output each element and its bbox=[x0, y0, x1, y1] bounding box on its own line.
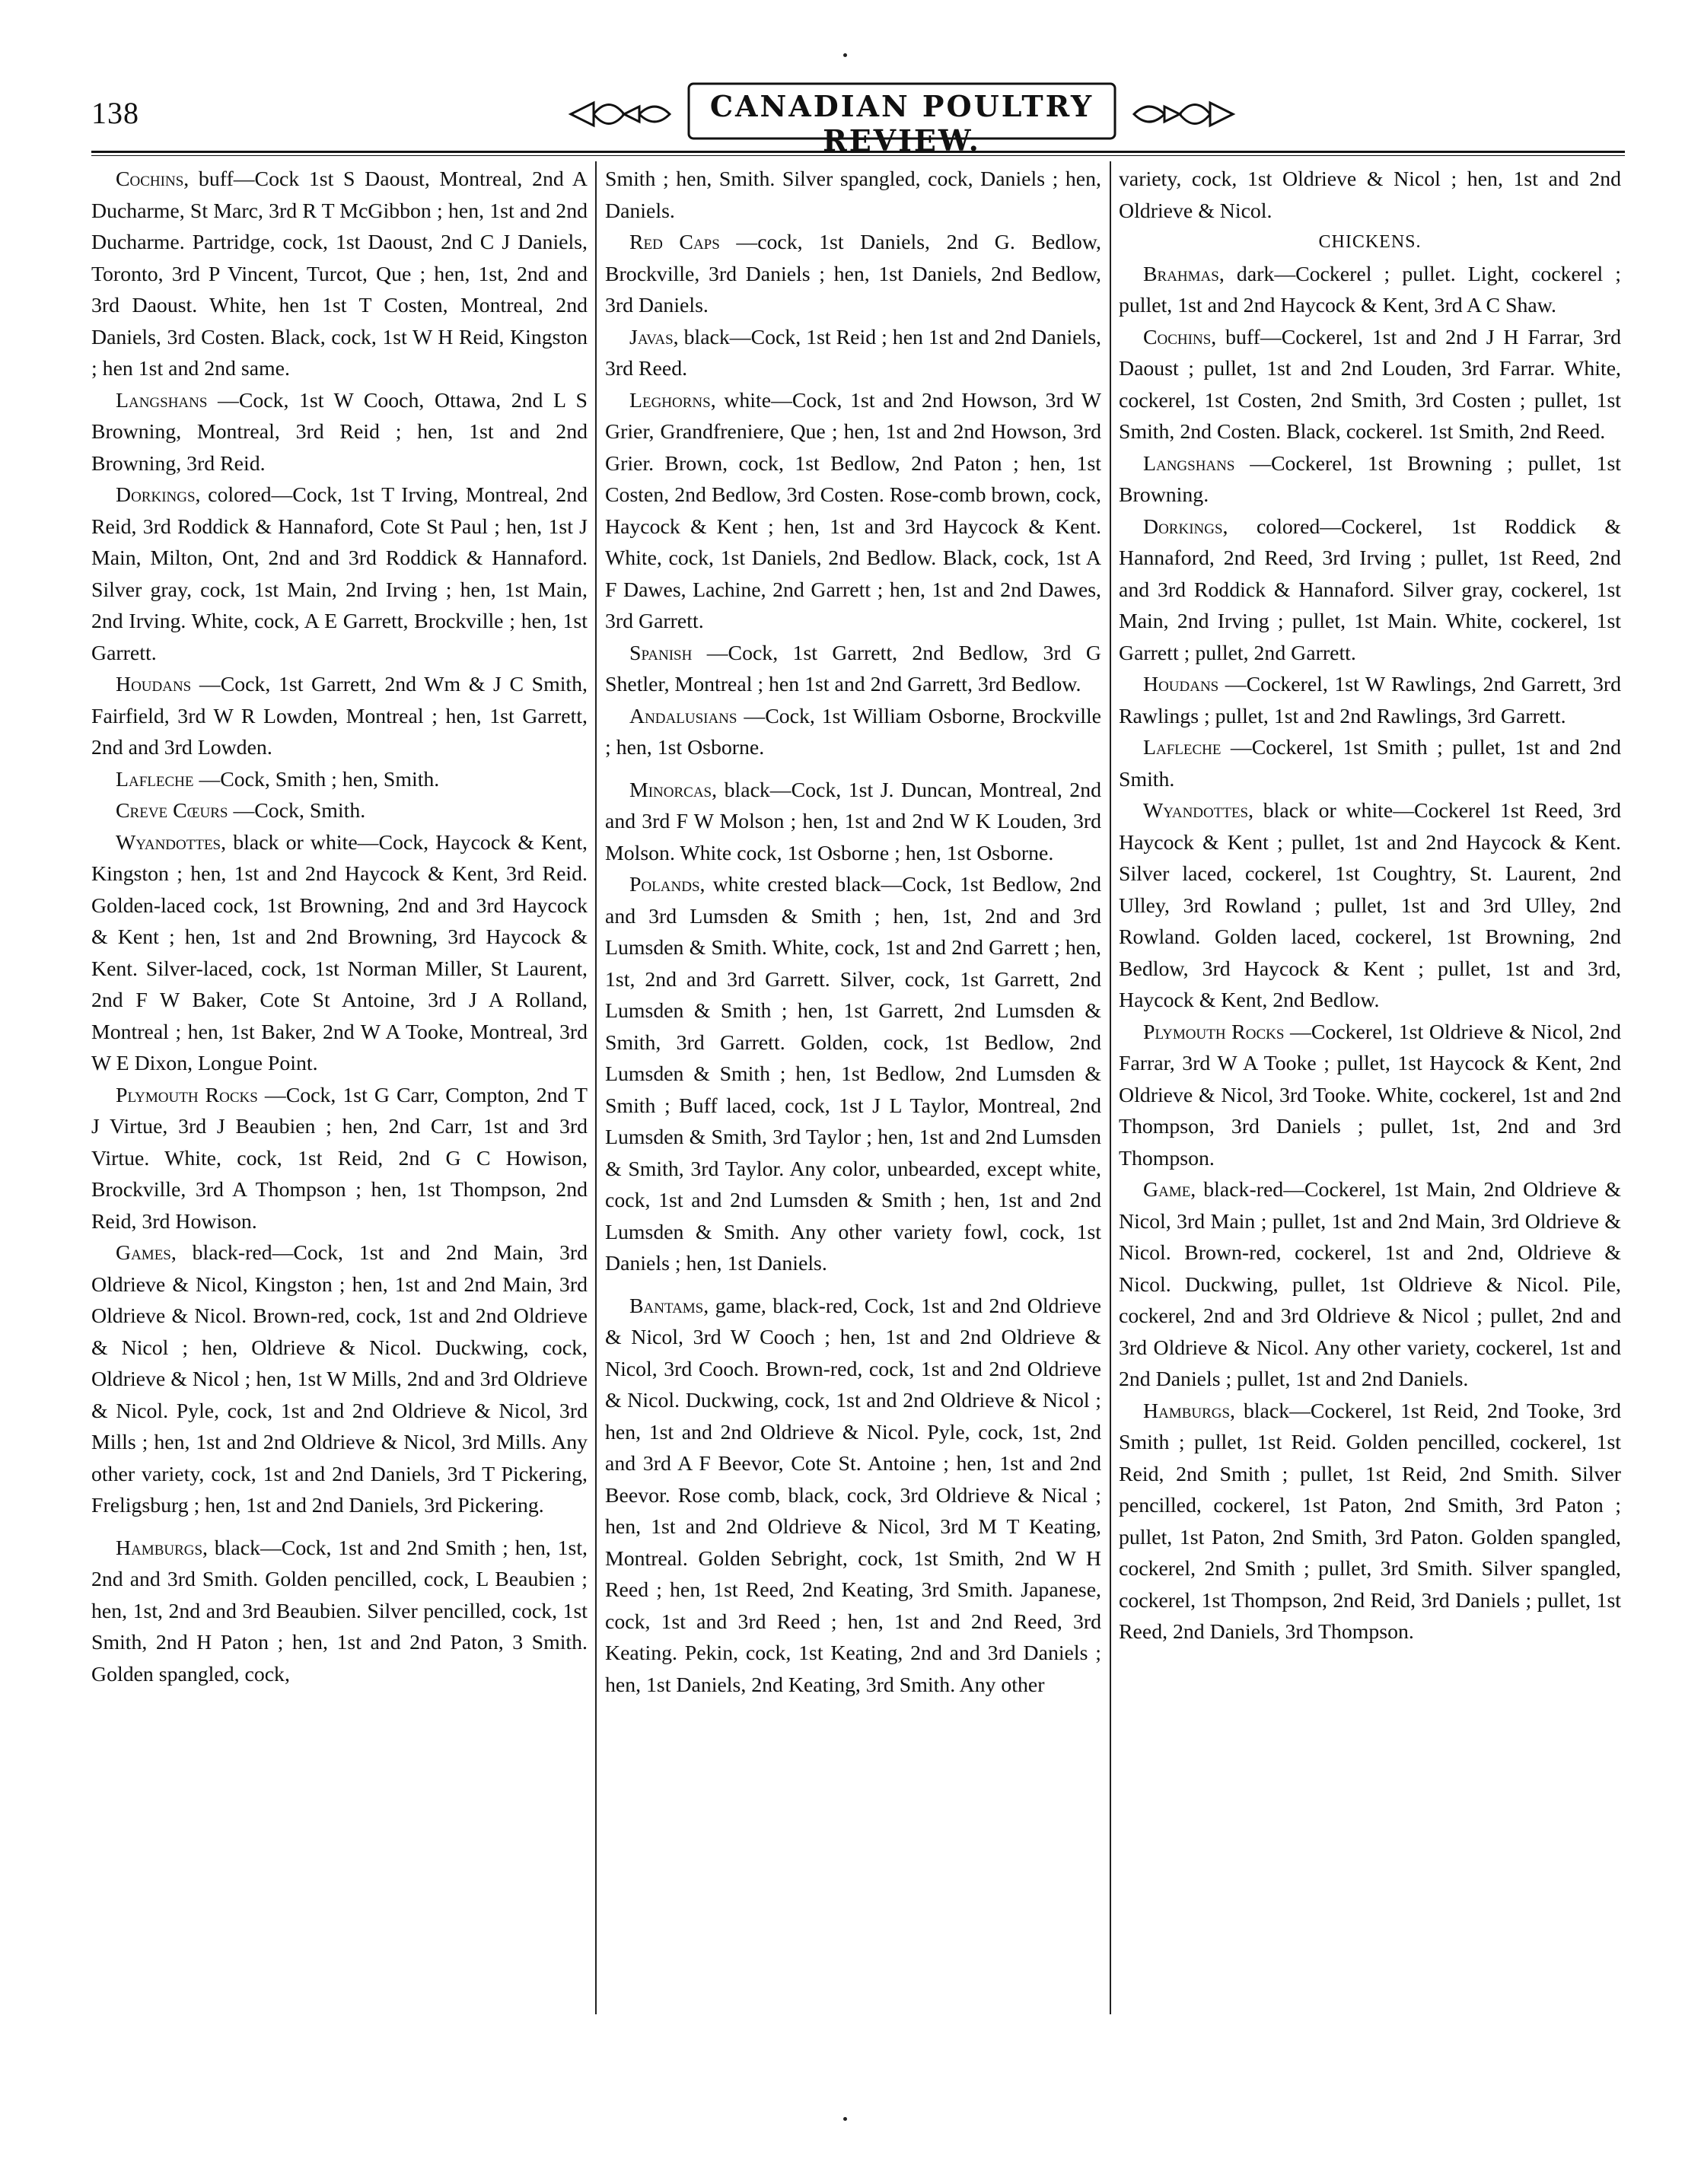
column-divider bbox=[1110, 161, 1111, 2014]
breed-name: Creve Cœurs bbox=[116, 799, 228, 823]
column-3 bbox=[1119, 164, 1621, 1648]
entry-text: —Cockerel, 1st W Rawlings, 2nd Garrett, 3rd Rawlings ; pullet, 1st and 2nd Rawlings, 3rd Garrett. bbox=[1119, 673, 1622, 728]
entry-paragraph bbox=[605, 1291, 1101, 1702]
entry-text: black or white—Cockerel 1st Reed, 3rd Haycock & Kent ; pullet, 1st and 2nd Haycock & Kent. Silver laced, cockerel, 1st Coughtry, St. Laurent, 2nd Ulley, 3rd Rowland ; pullet, 1st and 3rd Ulley, 2nd Rowland. Golden laced, cockerel, 1st Browning, 2nd Bedlow, 3rd Haycock & Kent ; pullet, 1st and 3rd, Haycock & Kent, 2nd Bedlow. bbox=[1119, 799, 1621, 1012]
entry-text: —Cockerel, 1st Oldrieve & Nicol, 2nd Farrar, 3rd W A Tooke ; pullet, 1st Haycock & Kent, 2nd Oldrieve & Nicol, 3rd Tooke. White, cockerel, 1st and 2nd Thompson, 3rd Daniels ; pullet, 1st, 2nd and 3rd Thompson. bbox=[1119, 1020, 1621, 1170]
breed-name: Plymouth Rocks bbox=[116, 1083, 258, 1107]
masthead bbox=[563, 72, 1241, 158]
entry-text: white—Cock, 1st and 2nd Howson, 3rd W Grier, Grandfreniere, Que ; hen, 1st and 2nd Howson, 3rd Grier. Brown, cock, 1st Bedlow, 2nd Paton ; hen, 1st Costen, 2nd Bedlow, 3rd Costen. Rose-comb brown, cock, Haycock & Kent ; hen, 1st and 3rd Haycock & Kent. White, cock, 1st Daniels, 2nd Bedlow. Black, cock, 1st A F Dawes, Lachine, 2nd Garrett ; hen, 1st and 2nd Dawes, 3rd Garrett. bbox=[605, 388, 1101, 633]
entry-paragraph bbox=[91, 764, 588, 796]
breed-name: Lafleche bbox=[116, 767, 194, 791]
entry-paragraph bbox=[91, 1533, 588, 1691]
entry-text: black—Cock, 1st J. Duncan, Montreal, 2nd and 3rd F W Molson ; hen, 1st and 2nd W K Louden, 3rd Molson. White cock, 1st Osborne ; hen, 1st Osborne. bbox=[605, 778, 1101, 865]
entry-paragraph bbox=[1119, 322, 1621, 448]
entry-text: game, black-red, Cock, 1st and 2nd Oldrieve & Nicol, 3rd W Cooch ; hen, 1st and 2nd Oldrieve & Nicol, 3rd Cooch. Brown-red, cock, 1st and 2nd Oldrieve & Nicol. Duckwing, cock, 1st and 2nd Oldrieve & Nicol ; hen, 1st and 2nd Oldrieve & Nicol. Pyle, cock, 1st, 2nd and 3rd A F Beevor, Cote St. Antoine ; hen, 1st and 2nd Beevor. Rose comb, black, cock, 3rd Oldrieve & Nical ; hen, 1st and 2nd Oldrieve & Nicol, 3rd M T Keating, Montreal. Golden Sebright, cock, 1st Smith, 2nd W H Reed ; hen, 1st Reed, 2nd Keating, 3rd Smith. Japanese, cock, 1st and 3rd Reed ; hen, 1st and 2nd Reed, 3rd Keating. Pekin, cock, 1st Keating, 2nd and 3rd Daniels ; hen, 1st Daniels, 2nd Keating, 3rd Smith. Any other bbox=[605, 1294, 1102, 1697]
entry-paragraph bbox=[91, 1080, 588, 1238]
breed-name: Cochins, bbox=[1143, 325, 1217, 349]
entry-paragraph bbox=[605, 775, 1101, 870]
entry-text: buff—Cockerel, 1st and 2nd J H Farrar, 3rd Daoust ; pullet, 1st and 2nd Louden, 3rd Farrar. White, cockerel, 1st Costen, 2nd Smith, 3rd Costen ; pullet, 1st Smith, 2nd Costen. Black, cockerel. 1st Smith, 2nd Reed. bbox=[1119, 325, 1622, 444]
page-header bbox=[91, 72, 1625, 156]
entry-text: buff—Cock 1st S Daoust, Montreal, 2nd A Ducharme, St Marc, 3rd R T McGibbon ; hen, 1st and 2nd Ducharme. Partridge, cock, 1st Daoust, 2nd C J Daniels, Toronto, 3rd P Vincent, Turcot, Que ; hen, 1st, 2nd and 3rd Daoust. White, hen 1st T Costen, Montreal, 2nd Daniels, 3rd Costen. Black, cock, 1st W H Reid, Kingston ; hen 1st and 2nd same. bbox=[91, 167, 588, 380]
entry-text: —Cock, 1st W Cooch, Ottawa, 2nd L S Browning, Montreal, 3rd Reid ; hen, 1st and 2nd Browning, 3rd Reid. bbox=[91, 388, 588, 476]
entry-paragraph bbox=[91, 827, 588, 1080]
entry-paragraph bbox=[91, 385, 588, 480]
breed-name: Polands, bbox=[629, 873, 706, 896]
entry-paragraph bbox=[1119, 259, 1621, 322]
breed-name: Hamburgs, bbox=[1143, 1399, 1235, 1423]
breed-name: Brahmas, bbox=[1143, 262, 1225, 286]
breed-name: Red Caps bbox=[629, 231, 720, 254]
breed-name: Hamburgs, bbox=[116, 1536, 208, 1560]
breed-name: Bantams, bbox=[629, 1294, 709, 1318]
breed-name: Dorkings, bbox=[116, 483, 201, 507]
breed-name: Plymouth Rocks bbox=[1143, 1020, 1285, 1044]
page-number: 138 bbox=[91, 96, 139, 130]
entry-paragraph bbox=[605, 322, 1101, 385]
entry-paragraph bbox=[1119, 1017, 1621, 1175]
entry-text: —Cock, 1st Garrett, 2nd Bedlow, 3rd G Shetler, Montreal ; hen 1st and 2nd Garrett, 3rd Bedlow. bbox=[605, 641, 1101, 696]
column-1 bbox=[91, 164, 588, 1690]
breed-name: Leghorns, bbox=[629, 388, 716, 412]
breed-name: Games, bbox=[116, 1241, 177, 1265]
entry-text: black-red—Cockerel, 1st Main, 2nd Oldrieve & Nicol, 3rd Main ; pullet, 1st and 2nd Main, 3rd Oldrieve & Nicol. Brown-red, cockerel, 1st and 2nd, Oldrieve & Nicol. Duckwing, pullet, 1st Oldrieve & Nicol. Pile, cockerel, 2nd and 3rd Oldrieve & Nicol ; pullet, 2nd and 3rd Oldrieve & Nicol. Any other variety, cockerel, 1st and 2nd Daniels ; pullet, 1st and 2nd Daniels. bbox=[1119, 1178, 1621, 1391]
breed-name: Wyandottes, bbox=[116, 830, 227, 855]
entry-paragraph bbox=[1119, 448, 1621, 511]
entry-paragraph bbox=[1119, 732, 1621, 795]
entry-paragraph bbox=[605, 164, 1101, 227]
entry-paragraph bbox=[91, 795, 588, 827]
entry-text: black—Cock, 1st and 2nd Smith ; hen, 1st, 2nd and 3rd Smith. Golden pencilled, cock, L Beaubien ; hen, 1st, 2nd and 3rd Beaubien. Silver pencilled, cock, 1st Smith, 2nd H Paton ; hen, 1st and 2nd Paton, 3 Smith. Golden spangled, cock, bbox=[91, 1536, 588, 1686]
entry-text: black-red—Cock, 1st and 2nd Main, 3rd Oldrieve & Nicol, Kingston ; hen, 1st and 2nd Main, 3rd Oldrieve & Nicol. Brown-red, cock, 1st and 2nd Oldrieve & Nicol ; hen, Oldrieve & Nicol. Duckwing, cock, Oldrieve & Nicol ; hen, 1st W Mills, 2nd and 3rd Oldrieve & Nicol. Pyle, cock, 1st and 2nd Oldrieve & Nicol, 3rd Mills ; hen, 1st and 2nd Oldrieve & Nicol, 3rd Mills. Any other variety, cock, 1st and 2nd Daniels, 3rd T Pickering, Freligsburg ; hen, 1st and 2nd Daniels, 3rd Pickering. bbox=[91, 1241, 588, 1517]
entry-text: Smith ; hen, Smith. Silver spangled, cock, Daniels ; hen, Daniels. bbox=[605, 167, 1101, 223]
entry-text: colored—Cockerel, 1st Roddick & Hannaford, 2nd Reed, 3rd Irving ; pullet, 1st Reed, 2nd and 3rd Roddick & Hannaford. Silver gray, cockerel, 1st Main, 2nd Irving ; pullet, 1st Main. White, cockerel, 1st Garrett ; pullet, 2nd Garrett. bbox=[1119, 514, 1622, 665]
breed-name: Houdans bbox=[1143, 673, 1219, 696]
entry-text: dark—Cockerel ; pullet. Light, cockerel ; pullet, 1st and 2nd Haycock & Kent, 3rd A C Shaw. bbox=[1119, 262, 1622, 317]
entry-text: white crested black—Cock, 1st Bedlow, 2nd and 3rd Lumsden & Smith ; hen, 1st, 2nd and 3rd Lumsden & Smith. White, cock, 1st and 2nd Garrett ; hen, 1st, 2nd and 3rd Garrett. Silver, cock, 1st Garrett, 2nd Lumsden & Smith ; hen, 1st Garrett, 2nd Lumsden & Smith, 3rd Garrett. Golden, cock, 1st Bedlow, 2nd Lumsden & Smith ; hen, 1st Bedlow, 2nd Lumsden & Smith ; Buff laced, cock, 1st J L Taylor, Montreal, 2nd Lumsden & Smith, 3rd Taylor ; hen, 1st and 2nd Lumsden & Smith, 3rd Taylor. Any color, unbearded, except white, cock, 1st and 2nd Lumsden & Smith ; hen, 1st and 2nd Lumsden & Smith. Any other variety fowl, cock, 1st Daniels ; hen, 1st Daniels. bbox=[605, 873, 1102, 1275]
header-rule bbox=[91, 151, 1625, 153]
breed-name: Minorcas, bbox=[629, 778, 718, 802]
entry-paragraph bbox=[1119, 1396, 1621, 1648]
entry-text: colored—Cock, 1st T Irving, Montreal, 2nd Reid, 3rd Roddick & Hannaford, Cote St Paul ; hen, 1st J Main, Milton, Ont, 2nd and 3rd Roddick & Hannaford. Silver gray, cock, 1st Main, 2nd Irving ; hen, 1st Main, 2nd Irving. White, cock, A E Garrett, Brockville ; hen, 1st Garrett. bbox=[91, 483, 588, 665]
print-speck bbox=[843, 53, 847, 57]
entry-paragraph bbox=[1119, 795, 1621, 1017]
entry-text: —Cock, Smith ; hen, Smith. bbox=[199, 767, 440, 791]
entry-paragraph bbox=[91, 479, 588, 669]
entry-paragraph bbox=[605, 385, 1101, 638]
entry-paragraph bbox=[1119, 669, 1621, 732]
entry-text: —Cockerel, 1st Browning ; pullet, 1st Browning. bbox=[1119, 451, 1621, 507]
entry-text: —Cock, 1st Garrett, 2nd Wm & J C Smith, Fairfield, 3rd W R Lowden, Montreal ; hen, 1st Garrett, 2nd and 3rd Lowden. bbox=[91, 673, 588, 759]
entry-paragraph bbox=[605, 227, 1101, 322]
entry-text: black—Cockerel, 1st Reid, 2nd Tooke, 3rd Smith ; pullet, 1st Reid. Golden pencilled, cockerel, 1st Reid, 2nd Smith ; pullet, 1st Reid, 2nd Smith. Silver pencilled, cockerel, 1st Paton, 2nd Smith, 3rd Paton ; pullet, 1st Paton, 2nd Smith, 3rd Paton. Golden spangled, cockerel, 2nd Smith ; pullet, 3rd Smith. Silver spangled, cockerel, 1st Thompson, 2nd Reid, 3rd Daniels ; pullet, 1st Reed, 2nd Daniels, 3rd Thompson. bbox=[1119, 1399, 1622, 1644]
entry-paragraph bbox=[605, 701, 1101, 764]
breed-name: Dorkings, bbox=[1143, 514, 1228, 539]
column-2 bbox=[605, 164, 1101, 1701]
entry-text: —cock, 1st Daniels, 2nd G. Bedlow, Brockville, 3rd Daniels ; hen, 1st Daniels, 2nd Bedlow, 3rd Daniels. bbox=[605, 231, 1102, 317]
continued-paragraph: variety, cock, 1st Oldrieve & Nicol ; hen, 1st and 2nd Oldrieve & Nicol. bbox=[1119, 167, 1621, 223]
entry-text: —Cockerel, 1st Smith ; pullet, 1st and 2nd Smith. bbox=[1119, 736, 1622, 791]
entry-text: —Cock, 1st G Carr, Compton, 2nd T J Virtue, 3rd J Beaubien ; hen, 2nd Carr, 1st and 3rd Virtue. White, cock, 1st Reid, 2nd G C Howison, Brockville, 3rd A Thompson ; hen, 1st Thompson, 2nd Reid, 3rd Howison. bbox=[91, 1083, 588, 1234]
entry-paragraph bbox=[1119, 511, 1621, 670]
breed-name: Lafleche bbox=[1143, 736, 1222, 759]
entry-paragraph bbox=[605, 638, 1101, 701]
entry-text: black—Cock, 1st Reid ; hen 1st and 2nd Daniels, 3rd Reed. bbox=[605, 325, 1101, 380]
entry-paragraph bbox=[91, 164, 588, 385]
print-speck bbox=[843, 2117, 847, 2121]
entry-text: black or white—Cock, Haycock & Kent, Kingston ; hen, 1st and 2nd Haycock & Kent, 3rd Reid. Golden-laced cock, 1st Browning, 2nd and 3rd Haycock & Kent ; hen, 1st and 2nd Browning, 3rd Haycock & Kent. Silver-laced, cock, 1st Norman Miller, St Laurent, 2nd F W Baker, Cote St Antoine, 3rd J A Rolland, Montreal ; hen, 1st Baker, 2nd W A Tooke, Montreal, 3rd W E Dixon, Longue Point. bbox=[91, 830, 588, 1075]
breed-name: Game, bbox=[1143, 1178, 1196, 1202]
breed-name: Langshans bbox=[1143, 451, 1235, 476]
column-divider bbox=[595, 161, 597, 2014]
entry-paragraph bbox=[605, 869, 1101, 1280]
section-heading: CHICKENS. bbox=[1318, 232, 1422, 252]
entry-paragraph bbox=[91, 1237, 588, 1522]
breed-name: Langshans bbox=[116, 388, 208, 412]
breed-name: Andalusians bbox=[629, 704, 737, 728]
entry-text: —Cock, Smith. bbox=[233, 799, 366, 823]
masthead-title: CANADIAN POULTRY REVIEW. bbox=[709, 89, 1094, 158]
breed-name: Wyandottes, bbox=[1143, 799, 1254, 823]
breed-name: Houdans bbox=[116, 673, 192, 696]
entry-text: —Cock, 1st William Osborne, Brockville ; hen, 1st Osborne. bbox=[605, 704, 1102, 759]
entry-paragraph bbox=[91, 669, 588, 764]
entry-paragraph bbox=[1119, 1174, 1621, 1396]
header-rule-thin bbox=[91, 155, 1625, 156]
breed-name: Cochins, bbox=[116, 167, 190, 191]
breed-name: Spanish bbox=[629, 641, 693, 665]
breed-name: Javas, bbox=[629, 325, 679, 349]
